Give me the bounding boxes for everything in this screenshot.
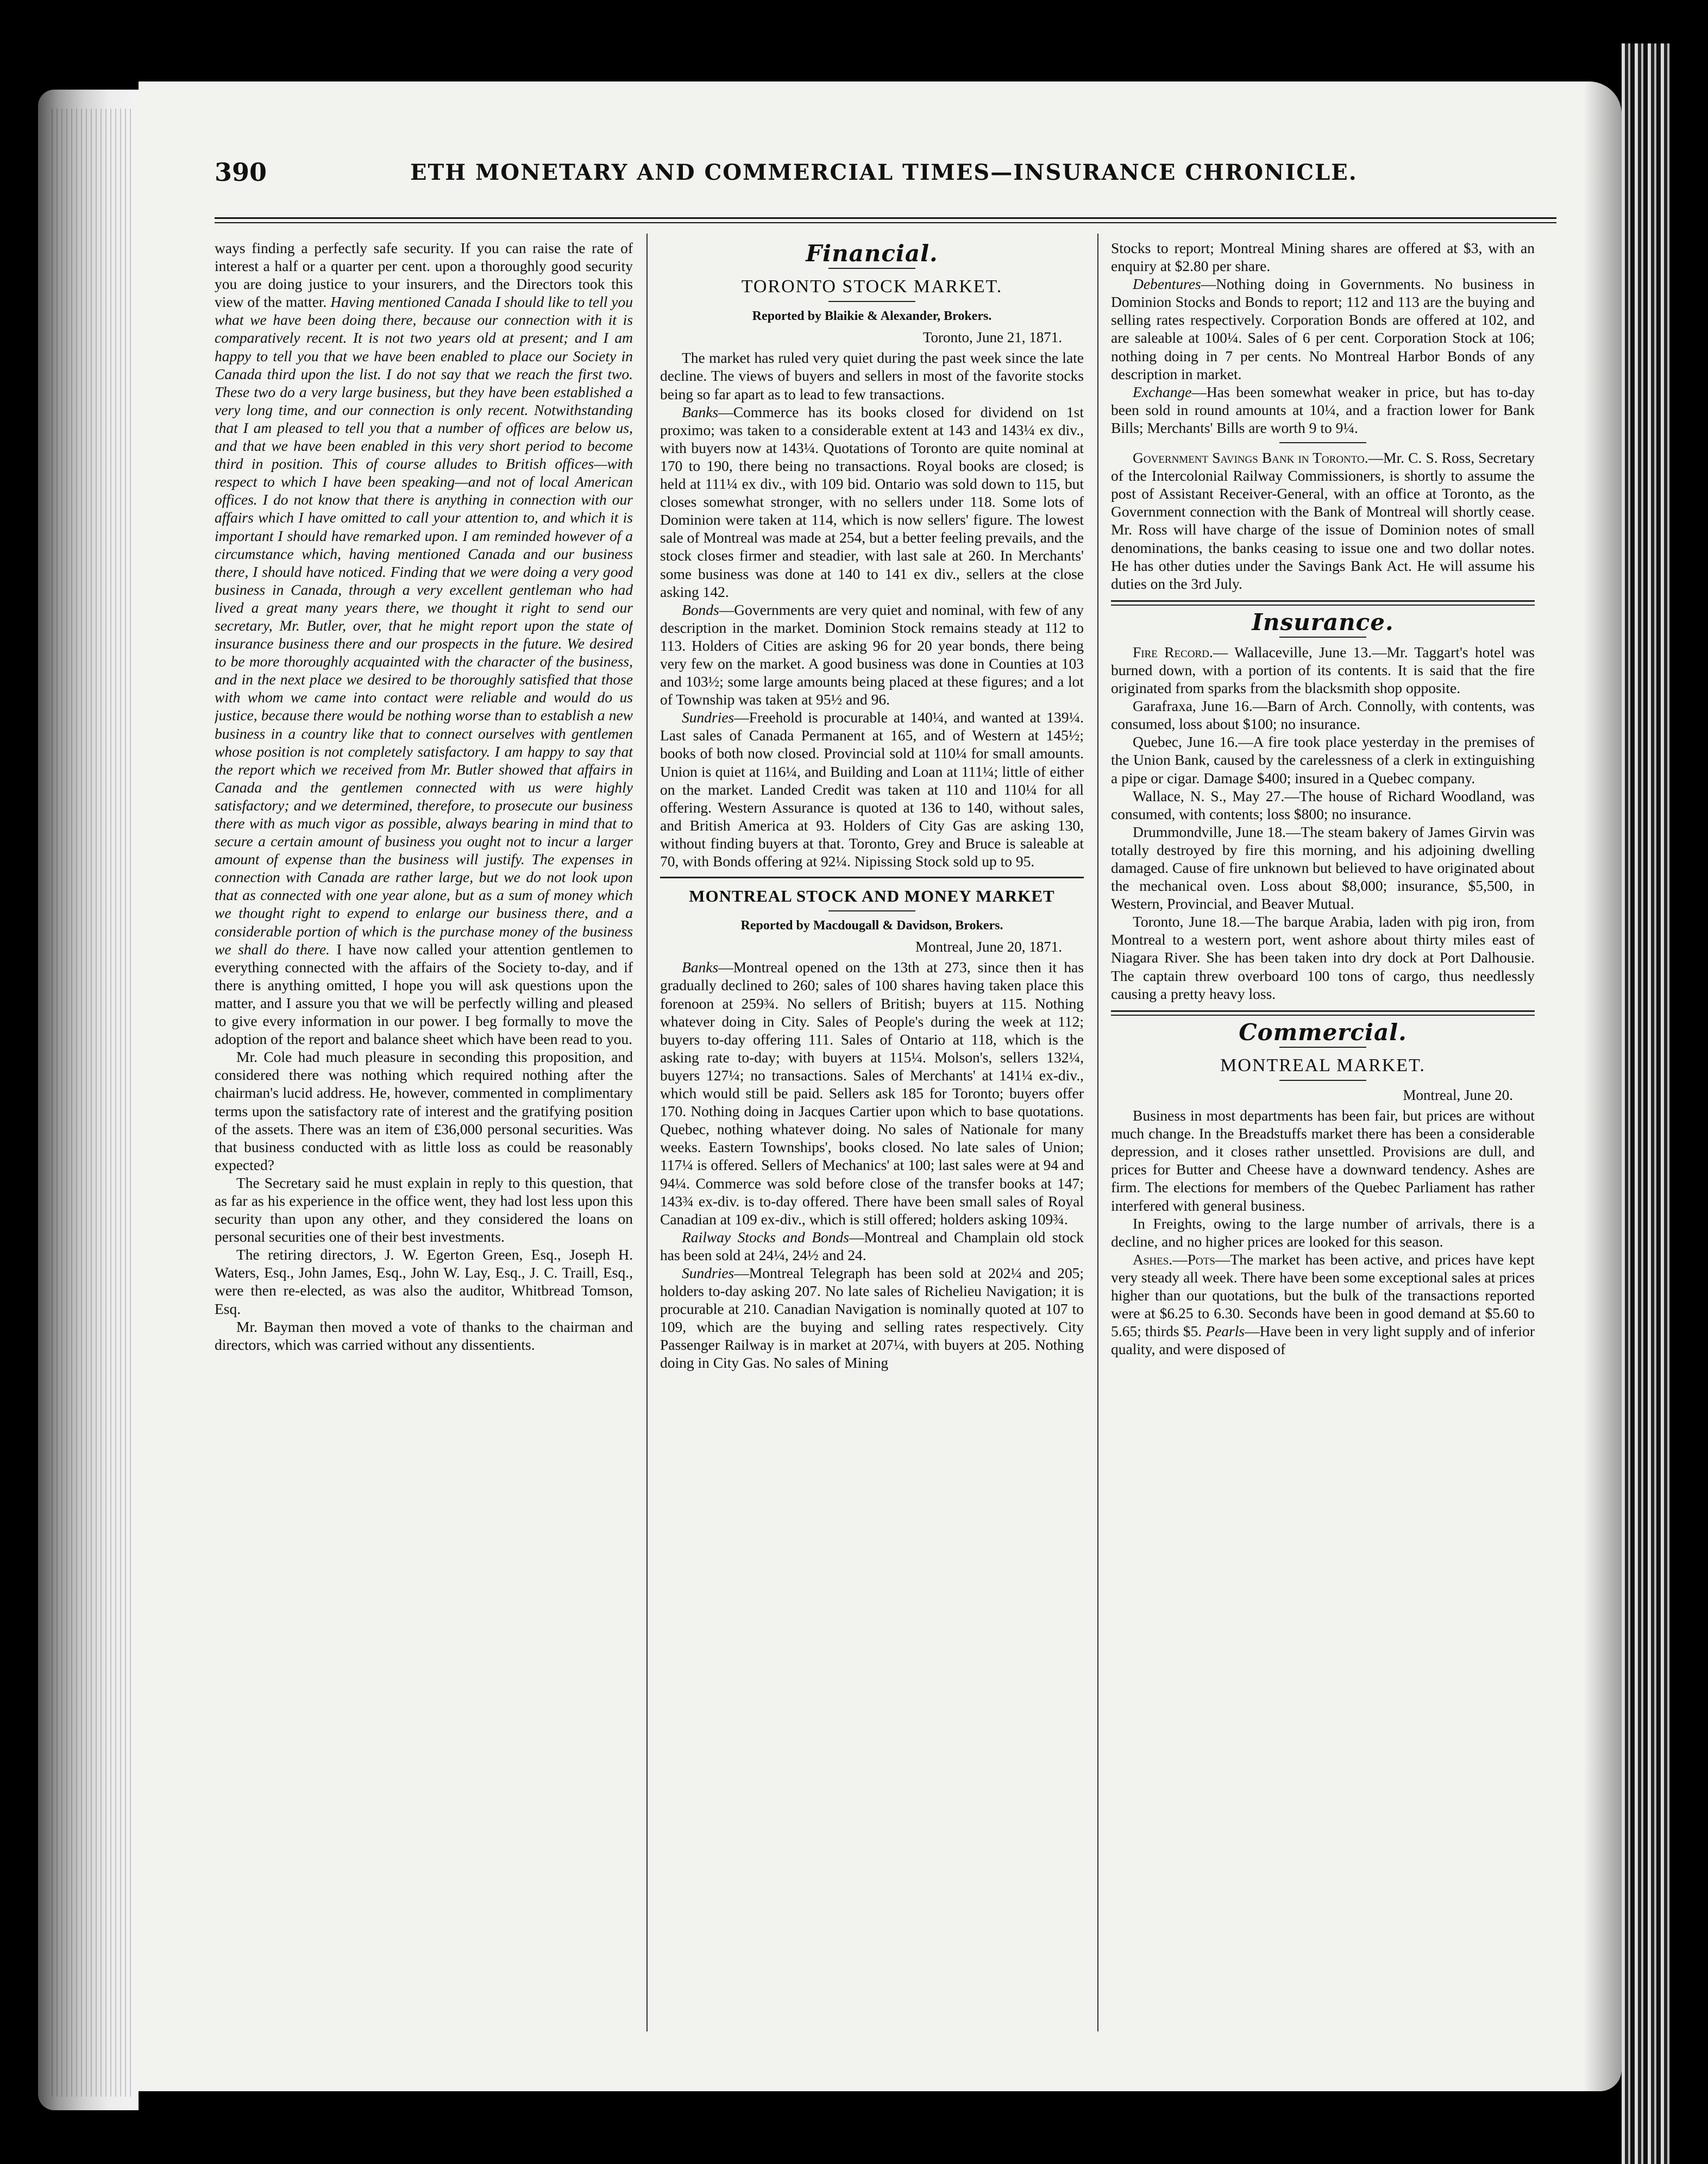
column-middle <box>660 239 1084 2031</box>
paragraph-text: —Montreal and Champlain old stock has been sold at 24¼, 24½ and 24. <box>660 1228 1084 1263</box>
paragraph-text: — Wallaceville, June 13.—Mr. Taggart's hotel was burned down, with a portion of its contents. It is said that the fire originated from sparks from the blacksmith shop opposite. <box>1111 643 1535 697</box>
byline: Reported by Blaikie & Alexander, Brokers. <box>752 309 992 324</box>
paragraph-text: —Nothing doing in Governments. No business in Dominion Stocks and Bonds to report; 112 and 113 are the buying and selling rates respectively. Corporation Bonds are offered at 102, and are saleable at 100¼. Sales of 6 per cent. Corporation Stock at 106; nothing doing in 7 per cents. No Montreal Harbor Bonds of any description in market. <box>1111 275 1535 382</box>
paragraph-text: —Governments are very quiet and nominal, with few of any description in the market. Dominion Stock remains steady at 112 to 113. Holders of Cities are asking 96 for 20 year bonds, there being very few on the market. A good business was done in Counties at 103 and 103½; some large amounts being placed at these figures; and a lot of Township was taken at 95½ and 96. <box>660 601 1084 708</box>
paragraph <box>660 601 1084 709</box>
paragraph <box>1111 383 1535 437</box>
dateline: Toronto, June 21, 1871. <box>922 329 1062 346</box>
paragraph: Quebec, June 16.—A fire took place yesterday in the premises of the Union Bank, caused by the carelessness of a clerk in extinguishing a pipe or cigar. Damage $400; insured in a Quebec company. <box>1111 733 1535 787</box>
paragraph-italic-text: Having mentioned Canada I should like to tell you what we have been doing there, because our connection with it is comparatively recent. It is not two years old at present; and I am happy to tell you that we have been enabled to place our Society in Canada third upon the list. I do not say that we reach the first two. These two do a very large business, but they have been established a very long time, and our connection is only recent. Notwithstanding that I am pleased to tell you that a number of offices are below us, and that we have been enabled in this very short period to become third in position. This of course alludes to British offices—with respect to which I have been speaking—and not of local American offices. I do not know that there is anything in connection with our affairs which I have omitted to call your attention to, and which it is important I should have remarked upon. I am reminded however of a circumstance which, having mentioned Canada and our business there, I should have noticed. Finding that we were doing a very good business in Canada, through a very excellent gentleman who had lived a great many years there, we thought it right to send our secretary, Mr. Butler, over, that he might report upon the state of insurance business there and our prospects in the future. We desired to be more thoroughly acquainted with the character of the business, and in the next place we desired to be thoroughly satisfied that those with whom we came into contact were reliable and would do us justice, because there would be nothing worse than to establish a new business in a country like that to connect ourselves with gentlemen whose position is not completely satisfactory. I am happy to say that the report which we received from Mr. Butler showed that affairs in Canada and the gentlemen connected with us were highly satisfactory; and we determined, therefore, to prosecute our business there with as much vigor as possible, always bearing in mind that to secure a certain amount of business you ought not to incur a larger amount of expense than the business will justify. The expenses in connection with Canada are rather large, but we do not look upon that as connected with one year alone, but as a sum of money which we thought right to expend to enlarge our business there, and a considerable portion of which is the purchase money of the business we shall do there. <box>215 293 633 958</box>
market-heading: TORONTO STOCK MARKET. <box>741 276 1003 297</box>
scan-film-edge <box>1622 43 1671 2164</box>
paragraph <box>660 708 1084 870</box>
market-heading: MONTREAL MARKET. <box>1220 1055 1426 1075</box>
section-title-commercial: Commercial. <box>1239 1018 1407 1046</box>
paragraph-text: —The market has been active, and prices have kept very steady all week. There have been some exceptional sales at prices higher than our quotations, but the bulk of the transactions reported were at $6.25 to 6.30. Seconds have been in good demand at $5.60 to 5.65; thirds $5. <box>1111 1250 1535 1340</box>
page-stack-lines <box>52 109 133 2097</box>
paragraph: Drummondville, June 18.—The steam bakery of James Girvin was totally destroyed by fire this morning, and his adjoining dwelling damaged. Cause of fire unknown but believed to have originated about the mechanical oven. Loss about $8,000; insurance, $5,500, in Western, Provincial, and Beaver Mutual. <box>1111 823 1535 913</box>
divider <box>828 268 915 269</box>
paragraph-text: —Montreal Telegraph has been sold at 202¼ and 205; holders to-day asking 207. No late sales of Richelieu Navigation; it is procurable at 210. Canadian Navigation is nominally quoted at 107 to 109, which are the buying and selling rates respectively. City Passenger Railway is in market at 207¼, with buyers at 205. Nothing doing in City Gas. No sales of Mining <box>660 1264 1084 1372</box>
paragraph: Wallace, N. S., May 27.—The house of Richard Woodland, was consumed, with contents; loss $800; no insurance. <box>1111 787 1535 822</box>
paragraph-label: Banks <box>682 959 719 976</box>
paragraph-label: Sundries <box>682 1264 734 1281</box>
column-right <box>1111 239 1535 2031</box>
paragraph <box>215 239 633 1048</box>
paragraph-text: —Freehold is procurable at 140¼, and wanted at 139¼. Last sales of Canada Permanent at 165, and of Western at 145½; books of both now closed. Provincial sold at 110¼ for small amounts. Union is quiet at 116¼, and Building and Loan at 111¼; little of either on the market. Landed Credit was taken at 110 and 110¼ for all offering. Western Assurance is quoted at 136 to 140, without sales, and British America at 93. Holders of City Gas are asking 130, without finding buyers at that. Toronto, Grey and Bruce is saleable at 70, with Bonds offering at 92¼. Nipissing Stock sold up to 95. <box>660 709 1084 870</box>
column-left <box>215 239 633 2031</box>
divider <box>1279 637 1366 638</box>
paragraph-label: Ashes.—Pots <box>1133 1250 1215 1268</box>
paragraph-label: Pearls <box>1205 1323 1245 1340</box>
paragraph <box>660 403 1084 601</box>
paragraph-text: —Has been somewhat weaker in price, but has to-day been sold in round amounts at 10¼, and a fraction lower for Bank Bills; Merchants' Bills are worth 9 to 9¼. <box>1111 383 1535 436</box>
header-rule <box>215 217 1556 223</box>
paragraph: In Freights, owing to the large number of arrivals, there is a decline, and no higher prices are looked for this season. <box>1111 1215 1535 1250</box>
paragraph: Garafraxa, June 16.—Barn of Arch. Connolly, with contents, was consumed, loss about $100; no insurance. <box>1111 697 1535 733</box>
divider <box>1279 1047 1366 1048</box>
paragraph-label: Sundries <box>682 709 734 726</box>
paragraph <box>1111 643 1535 697</box>
dateline: Montreal, June 20. <box>1403 1086 1513 1103</box>
divider <box>1279 442 1366 443</box>
section-title-insurance: Insurance. <box>1252 608 1394 636</box>
paragraph: Stocks to report; Montreal Mining shares are offered at $3, with an enquiry at $2.80 per share. <box>1111 240 1535 275</box>
paragraph-label: Exchange <box>1133 383 1192 400</box>
divider <box>1279 1080 1366 1081</box>
divider <box>828 910 915 911</box>
paragraph: Toronto, June 18.—The barque Arabia, laden with pig iron, from Montreal to a western port, went ashore about thirty miles east of Niagara River. She has been taken into dry dock at Port Dalhousie. The captain threw overboard 100 tons of cargo, thus needlessly causing a pretty heavy loss. <box>1111 913 1535 1002</box>
paragraph: The retiring directors, J. W. Egerton Green, Esq., Joseph H. Waters, Esq., John James, Esq., John W. Lay, Esq., J. C. Traill, Esq., were then re-elected, as was also the auditor, Whitbread Tomson, Esq. <box>215 1246 633 1317</box>
paragraph: The Secretary said he must explain in reply to this question, that as far as his experience in the office went, they had lost less upon this security than upon any other, and they considered the loans on personal securities one of their best investments. <box>215 1174 633 1245</box>
paragraph-text: ways finding a perfectly safe security. If you can raise the rate of interest a half or a quarter per cent. upon a thoroughly good security you are doing justice to your insurers, and the Directors took this view of the matter. <box>215 240 633 311</box>
paragraph <box>660 1228 1084 1264</box>
gutter-shadow <box>1584 81 1622 2091</box>
paragraph-text: —Commerce has its books closed for dividend on 1st proximo; was taken to a considerable extent at 143 and 143¼ ex div., with buyers now at 143¼. Quotations of Toronto are quite nominal at 170 to 190, there being no transactions. Royal books are closed; is held at 111¼ ex div., with 109 bid. Ontario was sold down to 115, but closes somewhat stronger, with no sellers under 118. Some lots of Dominion were taken at 114, which is now sellers' figure. The lowest sale of Montreal was made at 254, but a better feeling prevails, and the stock closes firmer and steadier, with last sale at 260. In Merchants' some business was done at 140 to 141 ex div., sellers at the close asking 142. <box>660 403 1084 600</box>
dateline: Montreal, June 20, 1871. <box>915 939 1062 955</box>
paragraph-label: Debentures <box>1133 275 1201 293</box>
paragraph-label: Bonds <box>682 601 719 618</box>
section-title-financial: Financial. <box>806 240 938 267</box>
page-header <box>215 158 1546 196</box>
byline: Reported by Macdougall & Davidson, Brokers. <box>740 919 1003 933</box>
divider <box>1111 1010 1535 1016</box>
column-rule <box>1097 234 1098 2031</box>
paragraph-label: Railway Stocks and Bonds <box>682 1228 849 1245</box>
paragraph <box>660 958 1084 1228</box>
page-number: 390 <box>215 158 267 187</box>
paragraph <box>1111 275 1535 383</box>
paragraph-text: —Mr. C. S. Ross, Secretary of the Intercolonial Railway Commissioners, is shortly to assume the post of Assistant Receiver-General, with an office at Toronto, as the Government connection with the Bank of Montreal will shortly cease. Mr. Ross will have charge of the issue of Dominion notes of small denominations, the banks ceasing to issue one and two dollar notes. He has other duties under the Savings Bank Act. He will assume his duties on the 3rd July. <box>1111 449 1535 592</box>
divider <box>828 301 915 302</box>
divider <box>660 877 1084 878</box>
divider <box>1111 600 1535 606</box>
paragraph: Mr. Cole had much pleasure in seconding this proposition, and considered there was nothing which required nothing after the chairman's lucid address. He, however, commented in complimentary terms upon the satisfactory rate of interest and the gratifying position of the assets. There was an item of £36,000 personal securities. Was that business conducted with as little loss as could be reasonably expected? <box>215 1048 633 1173</box>
paragraph-label: Banks <box>682 403 719 420</box>
paragraph-label: Government Savings Bank in Toronto. <box>1133 449 1368 467</box>
paragraph: Business in most departments has been fair, but prices are without much change. In the Breadstuffs market there has been a considerable depression, and it closes rather unsettled. Provisions are dull, and prices for Butter and Cheese have a downward tendency. Ashes are firm. The elections for members of the Quebec Parliament has rather interfered with general business. <box>1111 1107 1535 1214</box>
paragraph-text: I have now called your attention gentlemen to everything connected with the affairs of the Society to-day, and if there is anything omitted, I hope you will ask questions upon the matter, and I assure you that we will be perfectly willing and pleased to give every information in our power. I beg formally to move the adoption of the report and balance sheet which have been read to you. <box>215 940 633 1048</box>
paragraph: The market has ruled very quiet during the past week since the late decline. The views of buyers and sellers in most of the favorite stocks being so far apart as to lead to few transactions. <box>660 349 1084 402</box>
paragraph-label: Fire Record. <box>1133 643 1213 660</box>
paragraph <box>1111 449 1535 593</box>
market-heading: MONTREAL STOCK AND MONEY MARKET <box>689 886 1055 906</box>
paragraph-text: —Have been in very light supply and of inferior quality, and were disposed of <box>1111 1323 1535 1358</box>
paragraph-text: —Montreal opened on the 13th at 273, since then it has gradually declined to 260; sales of 100 shares having taken place this forenoon at 259¾. No sellers of British; buyers at 115. Nothing whatever doing in City. Sales of People's during the week at 112; buyers to-day offering 111. Sales of Ontario at 118, which is the asking rate to-day; with buyers at 115¼. Molson's, sellers 132¼, buyers 127¼; no transactions. Sales of Merchants' at 141¼ ex-div., which would still be paid. Sellers ask 185 for Toronto; buyers offer 170. Nothing doing in Jacques Cartier upon which to base quotations. Quebec, nothing whatever doing. No sales of Nationale for many weeks. Eastern Townships', books closed. No late sales of Union; 117¼ is offered. Sellers of Mechanics' at 100; last sales were at 94 and 94¼. Commerce was sold before close of the transfer books at 147; 143¾ ex-div. is to-day offered. There have been small sales of Royal Canadian at 109 ex-div., which is still offered; holders asking 109¾. <box>660 959 1084 1228</box>
paragraph <box>660 1264 1084 1372</box>
running-head: ETH MONETARY AND COMMERCIAL TIMES—INSURANCE CHRONICLE. <box>410 160 1358 185</box>
paragraph: Mr. Bayman then moved a vote of thanks to the chairman and directors, which was carried without any dissentients. <box>215 1318 633 1353</box>
column-rule <box>646 234 648 2031</box>
newspaper-page <box>139 81 1622 2091</box>
paragraph <box>1111 1250 1535 1358</box>
